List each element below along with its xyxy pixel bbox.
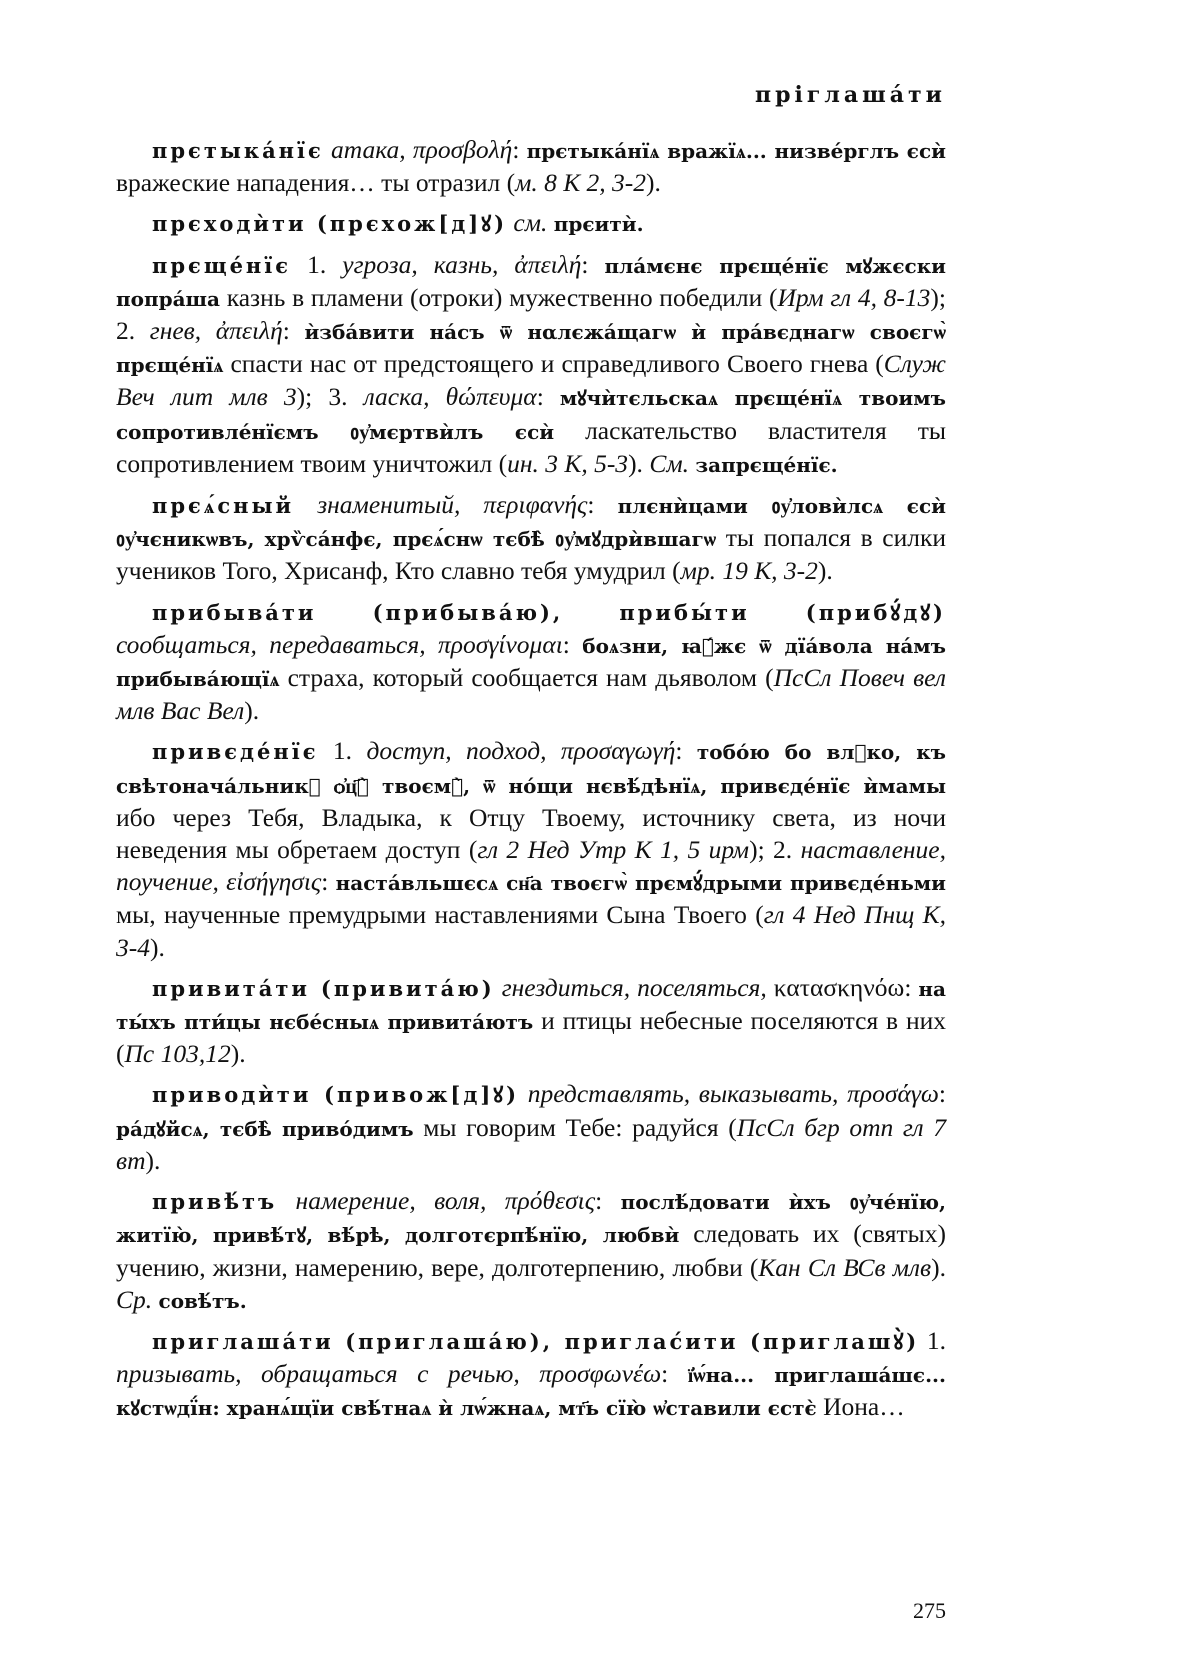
entry-text [277,1186,295,1215]
italic-gloss: см. [513,208,548,238]
entry-text: : [661,1359,688,1389]
entry-text: : [938,1079,946,1109]
italic-gloss: Пс 103,12 [124,1039,231,1069]
italic-gloss: προσάγω [847,1079,939,1109]
headword: прєтыкáнїє [152,138,324,163]
dictionary-entry [116,489,946,588]
italic-gloss: ПсСл бгр отп гл 7 вт [116,1112,947,1175]
italic-gloss: атака, προσβολή [331,135,513,164]
page-number: 275 [913,1598,946,1623]
entry-text: и птицы небесные поселяются в них ( [116,1006,946,1069]
headword: привєдéнїє [152,739,319,765]
entry-text [519,1079,528,1108]
entry-text: вражеские нападения… ты отразил ( [116,168,516,198]
italic-gloss: мр. 19 К, 3-2 [680,556,818,586]
entry-text: ибо через Тебя, Владыка, к Отцу Твоему, источнику света, из ночи неведения мы обретаем доступ ( [116,802,946,865]
entry-text: : [562,629,583,659]
entries-list [116,134,946,1433]
dictionary-page [116,0,946,1659]
italic-gloss: гнездиться, поселяться, [501,972,767,1002]
italic-gloss: гнев, ἀπειλή [149,316,283,346]
italic-gloss: Ср. [116,1284,153,1314]
italic-gloss: знаменитый, περιφανής [317,490,588,520]
dictionary-entry [116,207,946,240]
italic-gloss: См. [649,448,689,478]
church-slavonic-quote: рáдꙋйсѧ, тєбѣ̀ привóдимъ [116,1116,414,1141]
running-head: прiглашáти [755,82,946,108]
italic-gloss: намерение, воля, πρόθεσις [295,1186,596,1216]
church-slavonic-quote: настáвльшєсѧ сн҃а твоєгѡ̀ прємꙋ́дрыми привєдéньми [335,871,946,896]
entry-text: ); 3. [296,382,364,412]
entry-text: : [536,382,560,412]
church-slavonic-quote: мꙋчѝтєльскаѧ прєщéнїѧ твоимъ сопротивлéнїємъ ᲂу҆мєртвѝлъ єсѝ [116,386,946,444]
entry-text [495,973,502,1002]
entry-text: ). [817,556,833,586]
italic-gloss: призывать, обращаться с речью, προσφωνέω [116,1359,662,1389]
entry-text: ты попался в силки учеников Того, Хрисанф, Кто славно тебя умудрил ( [116,523,947,586]
dictionary-entry [116,972,946,1071]
entry-text: ). [150,932,165,962]
entry-text [294,490,317,519]
church-slavonic-quote: боѧзни, ꙗ҆́жє ѿ дїáвола нáмъ прибывáющїѧ [116,633,947,692]
headword: прєходѝти (прєхож[д]ꙋ) [152,211,508,237]
italic-gloss: сообщаться, передаваться, προσγίνομαι [116,629,563,659]
entry-text: ). [145,1145,161,1175]
entry-text: ). [230,1039,246,1069]
headword: привѣ́тъ [152,1189,278,1215]
headword: прєѧ́сный [152,493,295,519]
dictionary-entry [116,1325,946,1425]
entry-text: ласкательство властителя ты сопротивлением твоим уничтожил ( [116,415,946,478]
italic-gloss: угроза, казнь, ἀπειλή [342,249,582,279]
entry-text: : [321,867,336,897]
italic-gloss: Ирм гл 4, 8-13 [777,282,931,312]
entry-text: : [595,1186,621,1216]
church-slavonic-quote: ї҆ѡ́на... приглашáшє... кꙋстѡдї́н: хранѧ́щїи свѣ́тнаѧ ѝ лѡ́жнаѧ, мт҃ь сїю̀ ѡ҆ставили єстє̀ [116,1363,946,1421]
church-slavonic-quote: совѣ́тъ. [158,1288,247,1313]
entry-text: спасти нас от предстоящего и справедливого Своего гнева ( [223,349,884,379]
church-slavonic-quote: послѣ́довати ѝхъ ᲂу҆чéнїю, житїю̀, привѣ́тꙋ, вѣ́рѣ, долготєрпѣ́нїю, любвѝ [116,1190,946,1248]
italic-gloss: представлять, выказывать, [527,1079,839,1109]
entry-text [324,135,331,164]
headword: привитáти (привитáю) [152,975,495,1001]
entry-text: 1. [318,736,367,766]
entry-text: κατασκηνόω: [766,972,919,1002]
church-slavonic-quote: плєнѝцами ᲂу҆ловѝлсѧ єсѝ ᲂу҆чєникѡвъ, хрѷсáнфє, прєѧ́снѡ тєбѣ̀ ᲂу҆мꙋдрѝвшагѡ [116,494,946,552]
dictionary-entry [116,1185,946,1317]
headword: прибывáти (прибывáю), прибы́ти (прибꙋ́дꙋ) [152,599,946,625]
entry-text: : [675,736,697,766]
church-slavonic-quote: прєитѝ. [553,212,644,237]
entry-text: мы, наученные премудрыми наставлениями Сына Твоего ( [116,900,764,930]
entry-text: следовать их (святых) учению, жизни, намерению, вере, долготерпению, любви ( [116,1219,946,1282]
italic-gloss: гл 4 Нед Пнщ К, 3-4 [116,900,946,962]
church-slavonic-quote: запрєщéнїє. [695,452,838,477]
italic-gloss: наставление, поучение, εἰσήγησις [116,835,946,897]
church-slavonic-quote: плáмєнє прєщéнїє мꙋжєски попрáша [116,253,947,311]
entry-text: ). [244,696,260,726]
entry-text: Иона… [816,1392,905,1422]
entry-text: ). [646,168,661,198]
entry-text: ); 2. [749,835,801,865]
headword: приглашáти (приглашáю), приглас́ити (приглашꙋ̀) [152,1328,920,1354]
entry-text: : [282,316,305,346]
entry-text: страха, который сообщается нам дьяволом ( [279,663,774,693]
church-slavonic-quote: ѝзбáвити нáсъ ѿ нαлєжáщагѡ ѝ прáвєднагѡ своєгѡ̀ прєщéнїѧ [116,320,946,378]
entry-text: ). [931,1252,946,1282]
dictionary-entry [116,735,946,963]
entry-text: мы говорим Тебе: радуйся ( [413,1112,737,1142]
headword: прєщéнїє [152,252,292,278]
italic-gloss: доступ, подход, προσαγωγή [366,736,676,766]
entry-text: казнь в пламени (отроки) мужественно победили ( [220,282,778,312]
dictionary-entry [116,134,946,199]
italic-gloss: Кан Сл ВСв млв [758,1252,932,1282]
headword: приводѝти (привож[д]ꙋ) [152,1082,520,1108]
entry-text [838,1079,847,1108]
italic-gloss: ин. 3 К, 5-3 [507,448,629,478]
entry-text: ); 2. [116,282,946,346]
entry-text: : [581,249,605,279]
entry-text: ). [628,448,650,478]
dictionary-entry [116,249,946,481]
dictionary-entry [116,1078,946,1177]
entry-text: : [587,490,618,520]
church-slavonic-quote: тобо́ю бо влⷣко, къ свѣтонача́льникꙋ ѻ҆ц҃ꙋ̀ твоємꙋ̀, ѿ но́щи нєвѣ́дѣнїѧ, привєдéнїє ѝмамы [116,740,946,798]
italic-gloss: ласка, θώπευμα [363,382,537,412]
entry-text: : [512,135,527,164]
entry-text: 1. [919,1325,947,1355]
church-slavonic-quote: на ты́хъ пти́цы нєбéсныѧ привитáютъ [116,976,946,1035]
dictionary-entry [116,596,946,728]
italic-gloss: Служ Веч лит млв 3 [116,349,946,412]
italic-gloss: м. 8 К 2, 3-2 [515,168,647,198]
church-slavonic-quote: прєтыкáнїѧ вражїѧ... низвéрглъ єсѝ [526,139,946,163]
italic-gloss: ПсСл Повеч вел млв Вас Вел [116,663,946,726]
italic-gloss: гл 2 Нед Утр К 1, 5 ирм [477,835,750,865]
entry-text: 1. [291,249,343,279]
